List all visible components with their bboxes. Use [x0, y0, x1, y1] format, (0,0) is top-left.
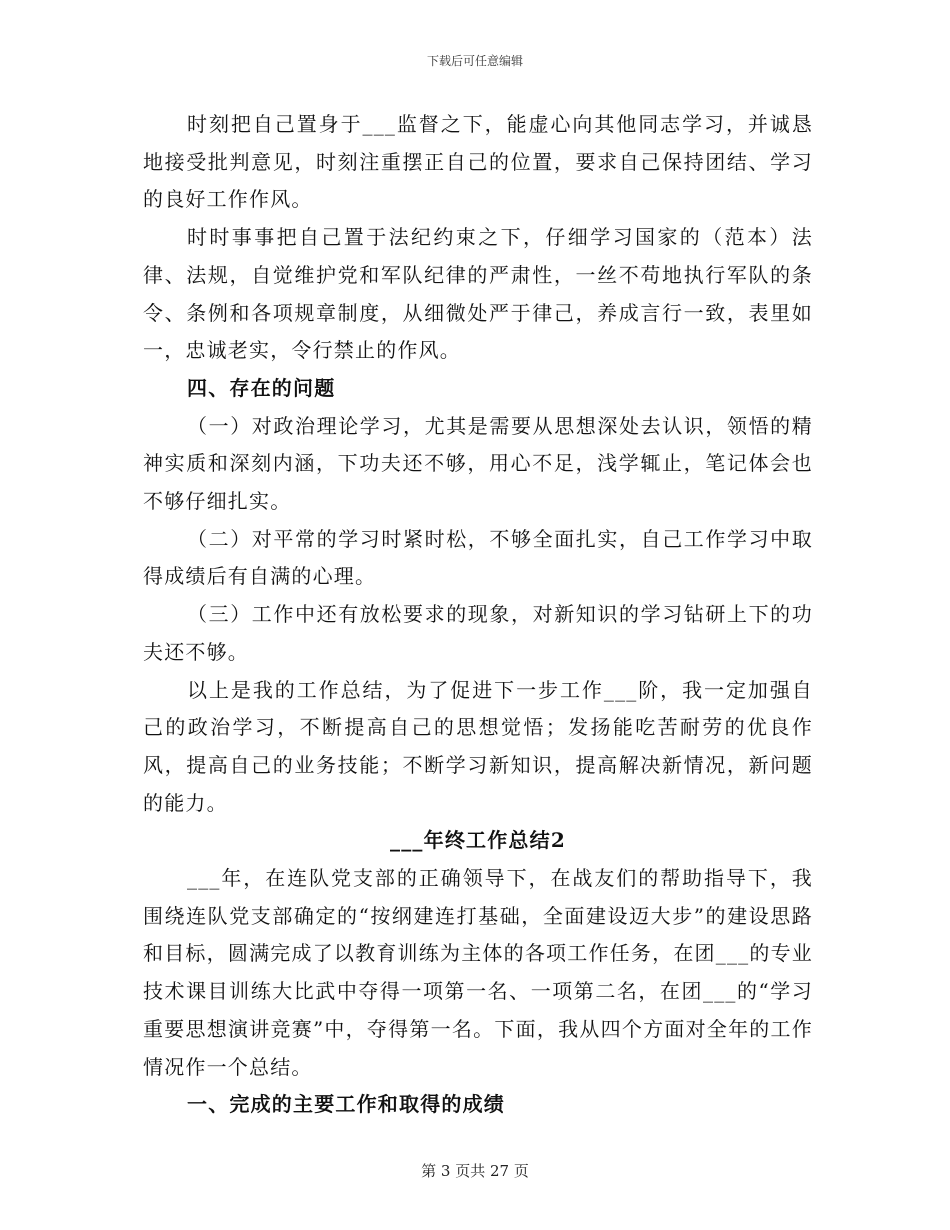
paragraph: 时刻把自己置身于___监督之下，能虚心向其他同志学习，并诚恳地接受批判意见，时刻注重摆正自己的位置，要求自己保持团结、学习的良好工作作风。 [143, 112, 813, 212]
paragraph: （三）工作中还有放松要求的现象，对新知识的学习钻研上下的功夫还不够。 [143, 602, 813, 664]
document-body [143, 106, 813, 1124]
section-heading: 四、存在的问题 [187, 375, 336, 400]
section-heading: 一、完成的主要工作和取得的成绩 [187, 1092, 505, 1117]
page-header: 下载后可任意编辑 [426, 54, 523, 68]
paragraph: 以上是我的工作总结，为了促进下一步工作___阶，我一定加强自己的政治学习，不断提高自己的思想觉悟；发扬能吃苦耐劳的优良作风，提高自己的业务技能；不断学习新知识，提高解决新情况，新问题的能力。 [143, 677, 813, 815]
paragraph: （一）对政治理论学习，尤其是需要从思想深处去认识，领悟的精神实质和深刻内涵，下功夫还不够，用心不足，浅学辄止，笔记体会也不够仔细扎实。 [143, 413, 813, 514]
page-footer: 第 3 页共 27 页 [421, 1162, 529, 1180]
paragraph: （二）对平常的学习时紧时松，不够全面扎实，自己工作学习中取得成绩后有自满的心理。 [143, 526, 813, 589]
paragraph: ___年，在连队党支部的正确领导下，在战友们的帮助指导下，我围绕连队党支部确定的“按纲建连打基础，全面建设迈大步”的建设思路和目标，圆满完成了以教育训练为主体的各项工作任务，在团___的专业技术课目训练大比武中夺得一项第一名、一项第二名，在团___的“学习重要思想演讲竞赛”中，夺得第一名。下面，我从四个方面对全年的工作情况作一个总结。 [143, 866, 813, 1079]
paragraph: 时时事事把自己置于法纪约束之下，仔细学习国家的（范本）法律、法规，自觉维护党和军队纪律的严肃性，一丝不苟地执行军队的条令、条例和各项规章制度，从细微处严于律己，养成言行一致，表里如一，忠诚老实，令行禁止的作风。 [143, 225, 813, 363]
document-title: ___年终工作总结2 [390, 828, 566, 853]
